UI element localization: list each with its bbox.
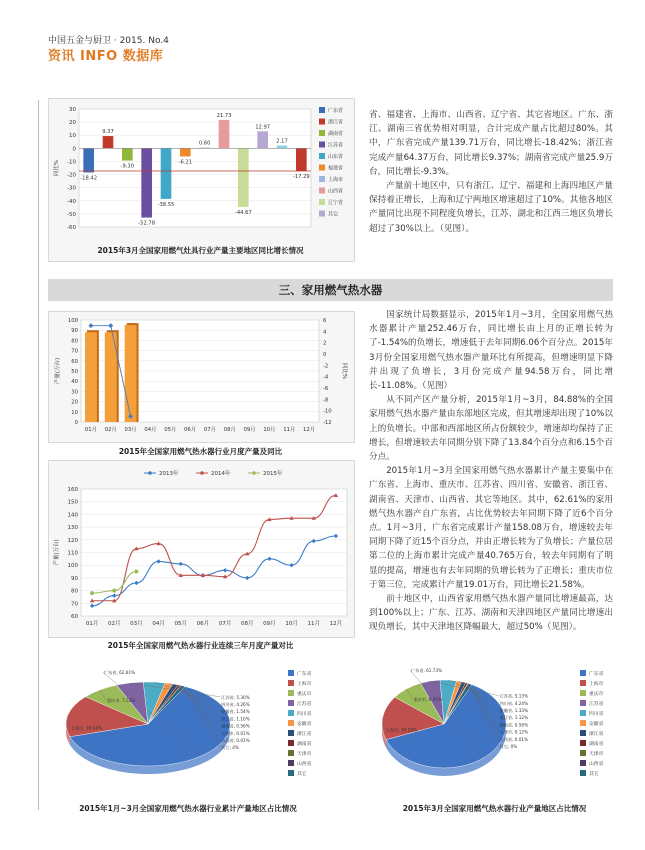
chart5-legend-swatch [580, 680, 586, 686]
chart5-legend-label: 天津市 [589, 752, 604, 757]
chart2-ytick-right: -4 [323, 374, 329, 381]
chart4-slice-label: 其它, 4% [221, 745, 239, 751]
chart1-legend-label: 广东省 [328, 108, 344, 114]
chart3-xtick-label: 02月 [108, 621, 121, 627]
chart4-legend-label: 江苏省 [297, 702, 312, 707]
chart4-legend-label: 天津市 [297, 752, 312, 757]
text1-block [369, 108, 613, 236]
chart2-ytick-left: 100 [67, 318, 78, 324]
chart2-ytick-right: 2 [323, 340, 327, 347]
chart2-ytick-left: 20 [71, 399, 78, 406]
chart5-legend-swatch [580, 770, 586, 776]
chart1-data-label: -38.55 [157, 201, 175, 208]
chart4-legend-label: 上海市 [297, 682, 312, 687]
chart4-legend-label: 湖南省 [297, 742, 312, 747]
chart2-ytick-left: 50 [71, 369, 78, 375]
chart5-legend-swatch [580, 740, 586, 746]
chart3-legend-marker [200, 471, 204, 475]
chart5-slice-label: 江苏省, 5.13% [499, 693, 529, 699]
chart3-ytick-label: 100 [67, 563, 78, 570]
chart4-panel [48, 662, 328, 797]
chart5-legend-label: 其它 [589, 772, 599, 777]
chart4-legend-swatch [288, 700, 294, 706]
chart5-legend-swatch [580, 750, 586, 756]
text2-paragraph-4: 前十地区中，山西省家用燃气热水器产量同比增速最高，达到100%以上；广东、江苏、湖南和天津四地区产量同比增速出现负增长，其中天津地区降幅最大，超过50%（见图）。 [369, 594, 613, 633]
chart1-data-label: -44.67 [234, 209, 252, 216]
chart3-ytick-label: 70 [71, 601, 78, 608]
chart3-xtick-label: 09月 [263, 621, 276, 627]
chart5-slice-label: 天津市, 0.12% [499, 729, 529, 735]
chart1-data-label: -6.21 [178, 159, 193, 166]
chart1-legend-swatch [319, 199, 325, 205]
chart5-legend-label: 广东省 [589, 672, 604, 677]
chart3-xtick-label: 08月 [241, 621, 254, 627]
chart5-legend-swatch [580, 690, 586, 696]
chart4-slice-label: 广东省, 62.61% [103, 670, 136, 675]
chart1-legend-swatch [319, 188, 325, 194]
chart1-bar [180, 148, 191, 156]
chart1-data-label: 0.60 [198, 140, 211, 147]
chart2-bar [85, 332, 97, 422]
chart4-legend-label: 广东省 [297, 672, 312, 677]
chart1-legend-swatch [319, 165, 325, 171]
chart1-bar [257, 131, 268, 148]
chart3-caption: 2015年全国家用燃气热水器行业连续三年月度产量对比 [107, 641, 294, 650]
chart1-bar [219, 120, 230, 148]
chart2-xtick-label: 11月 [283, 427, 296, 433]
chart1-legend-label: 其它 [328, 211, 339, 218]
chart3-legend-label: 2013年 [159, 471, 179, 477]
chart5-legend-swatch [580, 700, 586, 706]
chart1-legend-label: 浙江省 [328, 119, 344, 126]
chart5-slice-label: 其它, 0% [499, 744, 518, 749]
chart2-xtick-label: 05月 [164, 427, 177, 433]
chart1-legend-label: 山西省 [328, 188, 344, 195]
chart3-xtick-label: 05月 [174, 621, 187, 627]
chart5-slice-label: 湖南省, 0.56% [499, 722, 529, 728]
chart3-ytick-label: 150 [67, 499, 78, 506]
chart4-slice-label: 山西省, 0.01% [221, 738, 250, 743]
chart1-data-label: -17.29 [292, 174, 310, 181]
chart1-legend-label: 湖南省 [328, 131, 344, 137]
chart3-ytick-label: 110 [67, 550, 78, 557]
chart3-xtick-label: 04月 [152, 621, 165, 627]
chart4-legend-swatch [288, 740, 294, 746]
chart2-xtick-label: 03月 [124, 427, 137, 433]
chart5-legend-label: 江苏省 [589, 702, 604, 707]
chart5-legend-swatch [580, 670, 586, 676]
chart1-bar [238, 148, 249, 207]
chart5-slice-label: 山西省, 0.01% [499, 736, 529, 742]
chart1-legend-swatch [319, 153, 325, 159]
chart4-slice-label: 四川省, 4.26% [221, 702, 250, 707]
chart4-legend-swatch [288, 730, 294, 736]
chart1-data-label: -18.42 [80, 175, 98, 182]
chart4-legend-swatch [288, 770, 294, 776]
chart5-slice-label: 上海市, 16.18% [385, 727, 417, 733]
chart4-slice-label: 上海市, 16.14% [70, 725, 102, 731]
chart4-svg [48, 662, 328, 797]
chart1-ytick-label: 0 [72, 146, 76, 153]
chart4-legend-swatch [288, 710, 294, 716]
chart2-ytick-right: 6 [323, 318, 327, 324]
chart2-ytick-left: 10 [71, 409, 78, 416]
chart2-panel [48, 311, 355, 443]
chart1-legend-label: 上海市 [328, 177, 344, 183]
chart3-panel [48, 460, 355, 638]
chart5-legend-swatch [580, 730, 586, 736]
chart3-ytick-label: 120 [67, 537, 78, 544]
chart3-ytick-label: 130 [67, 525, 78, 532]
chart2-xtick-label: 01月 [84, 427, 97, 433]
chart1-bar [296, 148, 307, 171]
chart3-xtick-label: 01月 [85, 621, 99, 627]
chart5-legend-label: 浙江省 [589, 732, 604, 737]
chart2-xtick-label: 10月 [263, 427, 276, 433]
chart5-legend-label: 安徽省 [589, 722, 604, 727]
chart5-legend-swatch [580, 720, 586, 726]
text2-block [369, 308, 613, 635]
chart1-legend-swatch [319, 176, 325, 182]
chart1-legend-swatch [319, 107, 325, 113]
chart1-ytick-label: -50 [67, 211, 76, 218]
chart3-ytick-label: 140 [67, 512, 78, 519]
chart1-bar [103, 136, 114, 148]
journal-header: 中国五金与厨卫 · 2015. No.4 [48, 36, 169, 46]
chart1-bar [277, 145, 288, 148]
chart3-legend-marker [252, 471, 256, 475]
chart4-legend-swatch [288, 750, 294, 756]
chart5-slice-label: 广东省, 61.73% [410, 668, 443, 673]
chart3-point [134, 570, 138, 574]
chart5-legend-swatch [580, 710, 586, 716]
chart2-ytick-left: 90 [71, 328, 78, 335]
chart2-xtick-label: 12月 [303, 427, 316, 433]
chart1-legend-label: 辽宁省 [328, 200, 344, 206]
text2-paragraph-1: 国家统计局数据显示，2015年1月~3月，全国家用燃气热水器累计产量252.46万台，同比增长由上月的正增长转为了-1.54%的负增长，增速低于去年同期6.06个百分点。2015年3月份全国家用燃气热水器产量环比有所提高，但增速明显下降并出现了负增长，3月份完成产量94.58万台，同比增长-11.08%。（见图） [369, 310, 613, 392]
chart1-data-label: 9.37 [102, 129, 114, 136]
chart1-ytick-label: 30 [69, 107, 76, 113]
chart2-caption: 2015年全国家用燃气热水器行业月度产量及同比 [118, 447, 283, 456]
chart4-legend-label: 浙江省 [297, 732, 312, 737]
chart3-ytick-label: 60 [71, 614, 78, 620]
chart1-ytick-label: -60 [67, 225, 76, 231]
chart1-data-label: -9.30 [120, 163, 135, 170]
chart2-ytick-right: -8 [323, 397, 329, 404]
chart2-xtick-label: 08月 [223, 427, 236, 433]
chart4-legend-label: 四川省 [297, 712, 312, 717]
chart4-slice-label: 安徽省, 1.54% [221, 709, 250, 715]
chart4-legend-swatch [288, 760, 294, 766]
chart2-ytick-right: -2 [323, 363, 329, 370]
chart1-panel [48, 98, 355, 262]
chart2-ytick-right: 4 [323, 329, 327, 336]
chart2-ytick-left: 40 [71, 379, 78, 386]
chart1-plot-area [79, 109, 311, 227]
chart3-point [90, 591, 94, 595]
chart2-ytick-right: -10 [323, 408, 332, 415]
chart1-svg [49, 99, 354, 261]
chart4-legend-swatch [288, 690, 294, 696]
chart4-slice-label: 浙江省, 1.10% [221, 716, 250, 722]
chart5-panel [372, 662, 617, 797]
chart3-xtick-label: 10月 [285, 621, 298, 627]
chart1-ytick-label: -40 [67, 198, 76, 205]
chart4-slice-label: 江苏省, 5.30% [221, 694, 250, 700]
chart1-legend-label: 山东省 [328, 154, 344, 160]
chart1-legend-swatch [319, 130, 325, 136]
chart1-ylabel: 同比% [54, 159, 60, 177]
chart1-ytick-label: 10 [69, 133, 76, 140]
chart4-caption: 2015年1月~3月全国家用燃气热水器行业累计产量地区占比情况 [79, 804, 297, 813]
chart1-data-label: 2.17 [276, 138, 288, 145]
chart4-slice-label: 天津市, 0.01% [221, 730, 250, 736]
text1-paragraph-1: 省、福建省、上海市、山西省、辽宁省、其它省地区。广东、浙江、湖南三省优势相对明显，合计完成产量占比超过80%。其中，广东省完成产量139.71万台，同比增长-18.42%；浙江省完成产量64.37万台，同比增长9.37%；湖南省完成产量25.9万台，同比增长-9.3%。 [369, 110, 613, 177]
chart5-caption: 2015年3月全国家用燃气热水器行业产量地区占比情况 [402, 804, 587, 813]
chart2-ytick-left: 0 [74, 420, 78, 426]
chart5-legend-label: 湖南省 [589, 742, 604, 747]
chart4-legend-label: 其它 [297, 772, 307, 777]
chart3-ytick-label: 80 [71, 588, 78, 595]
chart3-xtick-label: 11月 [307, 621, 320, 627]
chart2-xtick-label: 04月 [144, 427, 157, 433]
chart2-ytick-right: -6 [323, 386, 329, 392]
chart2-ytick-left: 80 [71, 338, 78, 345]
chart2-ytick-right: -12 [323, 420, 332, 426]
chart5-legend-swatch [580, 760, 586, 766]
chart2-ytick-left: 60 [71, 358, 78, 365]
chart5-slice-label: 安徽省, 1.33% [499, 708, 529, 713]
chart1-bar [122, 148, 133, 160]
chart3-ylabel: 产量(万台) [54, 539, 60, 566]
chart2-ytick-right: 0 [323, 352, 327, 358]
chart5-legend-label: 上海市 [589, 682, 604, 687]
chart5-slice-label: 浙江省, 1.12% [499, 715, 529, 721]
chart1-caption: 2015年3月全国家用燃气灶具行业产量主要地区同比增长情况 [97, 246, 304, 255]
chart1-legend-swatch [319, 119, 325, 125]
chart1-bar [141, 148, 152, 217]
chart5-svg [372, 662, 617, 797]
chart2-xtick-label: 06月 [184, 427, 197, 433]
chart4-slice-label: 湖南省, 0.56% [221, 723, 250, 729]
chart1-data-label: 12.97 [255, 124, 271, 131]
chart3-xtick-label: 06月 [196, 621, 210, 627]
chart2-svg [49, 312, 354, 442]
text2-paragraph-2: 从不同产区产量分析，2015年1月~3月，84.88%的全国家用燃气热水器产量由东部地区完成，但其增速却出现了10%以上的负增长。中部和西部地区所占份额较少，增速却均保持了正增长，但增速较去年同期分别下降了13.84个百分点和6.15个百分点。 [369, 395, 613, 463]
chart1-ytick-label: -30 [67, 185, 76, 192]
text1-paragraph-2: 产量前十地区中，只有浙江、辽宁、福建和上海四地区产量保持着正增长，上海和辽宁两地区增速超过了10%。其他各地区产量同比出现不同程度负增长，江苏、湖北和江西三地区负增长超过了30%以上。（见图）。 [369, 181, 613, 234]
chart2-xtick-label: 09月 [243, 427, 256, 433]
chart1-legend-swatch [319, 142, 325, 148]
chart1-legend-label: 福建省 [328, 165, 344, 172]
chart2-ylabel-left: 产量(万台) [55, 357, 61, 385]
chart3-ytick-label: 90 [71, 575, 78, 582]
chart5-slice-label: 四川省, 4.24% [499, 700, 529, 706]
chart3-xtick-label: 12月 [329, 621, 343, 627]
chart3-ytick-label: 160 [67, 487, 78, 493]
chart5-legend-label: 重庆市 [589, 692, 604, 697]
chart4-legend-label: 重庆市 [297, 692, 312, 697]
chart3-xtick-label: 03月 [130, 621, 143, 627]
chart5-slice-label: 重庆市, 8.45% [413, 697, 442, 703]
chart3-legend-marker [148, 471, 152, 475]
chart3-legend-label: 2015年 [263, 471, 283, 477]
chart4-legend-label: 山西省 [297, 762, 312, 767]
chart1-ytick-label: 20 [69, 120, 76, 127]
text2-paragraph-3: 2015年1月~3月全国家用燃气热水器累计产量主要集中在广东省、上海市、重庆市、江苏省、四川省、安徽省、浙江省、湖南省、天津市、山西省、其它等地区。其中，62.61%的家用燃气热水器产自广东省，占比优势较去年同期下降了近6个百分点。1月~3月，广东省完成累计产量158.08万台，增速较去年同期下降了近15个百分点，并由正增长转为了负增长；产量位居第二位的上海市累计完成产量40.765万台，较去年同期有了明显的提高，增速也有去年同期的负增长转为了正增长；重庆市位于第三位，完成累计产量19.01万台，同比增长21.58%。 [369, 466, 613, 590]
chart1-legend-label: 江苏省 [328, 142, 344, 149]
section-header: 资讯 INFO 数据库 [48, 49, 164, 64]
chart4-legend-label: 安徽省 [297, 722, 312, 727]
chart4-slice-label: 重庆市, 7.53% [106, 697, 136, 703]
section-title-bar: 三、家用燃气热水器 [48, 279, 613, 301]
chart5-legend-label: 四川省 [589, 712, 604, 717]
chart3-point [112, 589, 116, 593]
chart4-legend-swatch [288, 720, 294, 726]
chart4-legend-swatch [288, 680, 294, 686]
chart2-ylabel-right: 同比% [341, 362, 347, 380]
chart3-legend-label: 2014年 [211, 471, 231, 477]
chart1-data-label: -52.78 [138, 220, 156, 227]
chart1-bar [161, 148, 172, 199]
chart1-ytick-label: -20 [67, 172, 76, 179]
chart1-legend-swatch [319, 211, 325, 217]
chart3-xtick-label: 07月 [218, 621, 232, 627]
chart4-legend-swatch [288, 670, 294, 676]
chart1-bar [83, 148, 94, 172]
margin-rule [38, 100, 39, 810]
chart1-ytick-label: -10 [67, 159, 76, 166]
chart2-bar [125, 325, 137, 422]
chart2-xtick-label: 07月 [203, 427, 216, 433]
chart1-data-label: 21.73 [216, 112, 232, 119]
chart2-xtick-label: 02月 [104, 427, 117, 433]
chart5-legend-label: 山西省 [589, 762, 604, 767]
chart2-ytick-left: 70 [71, 348, 78, 355]
chart2-ytick-left: 30 [71, 389, 78, 396]
chart3-svg [49, 461, 354, 637]
